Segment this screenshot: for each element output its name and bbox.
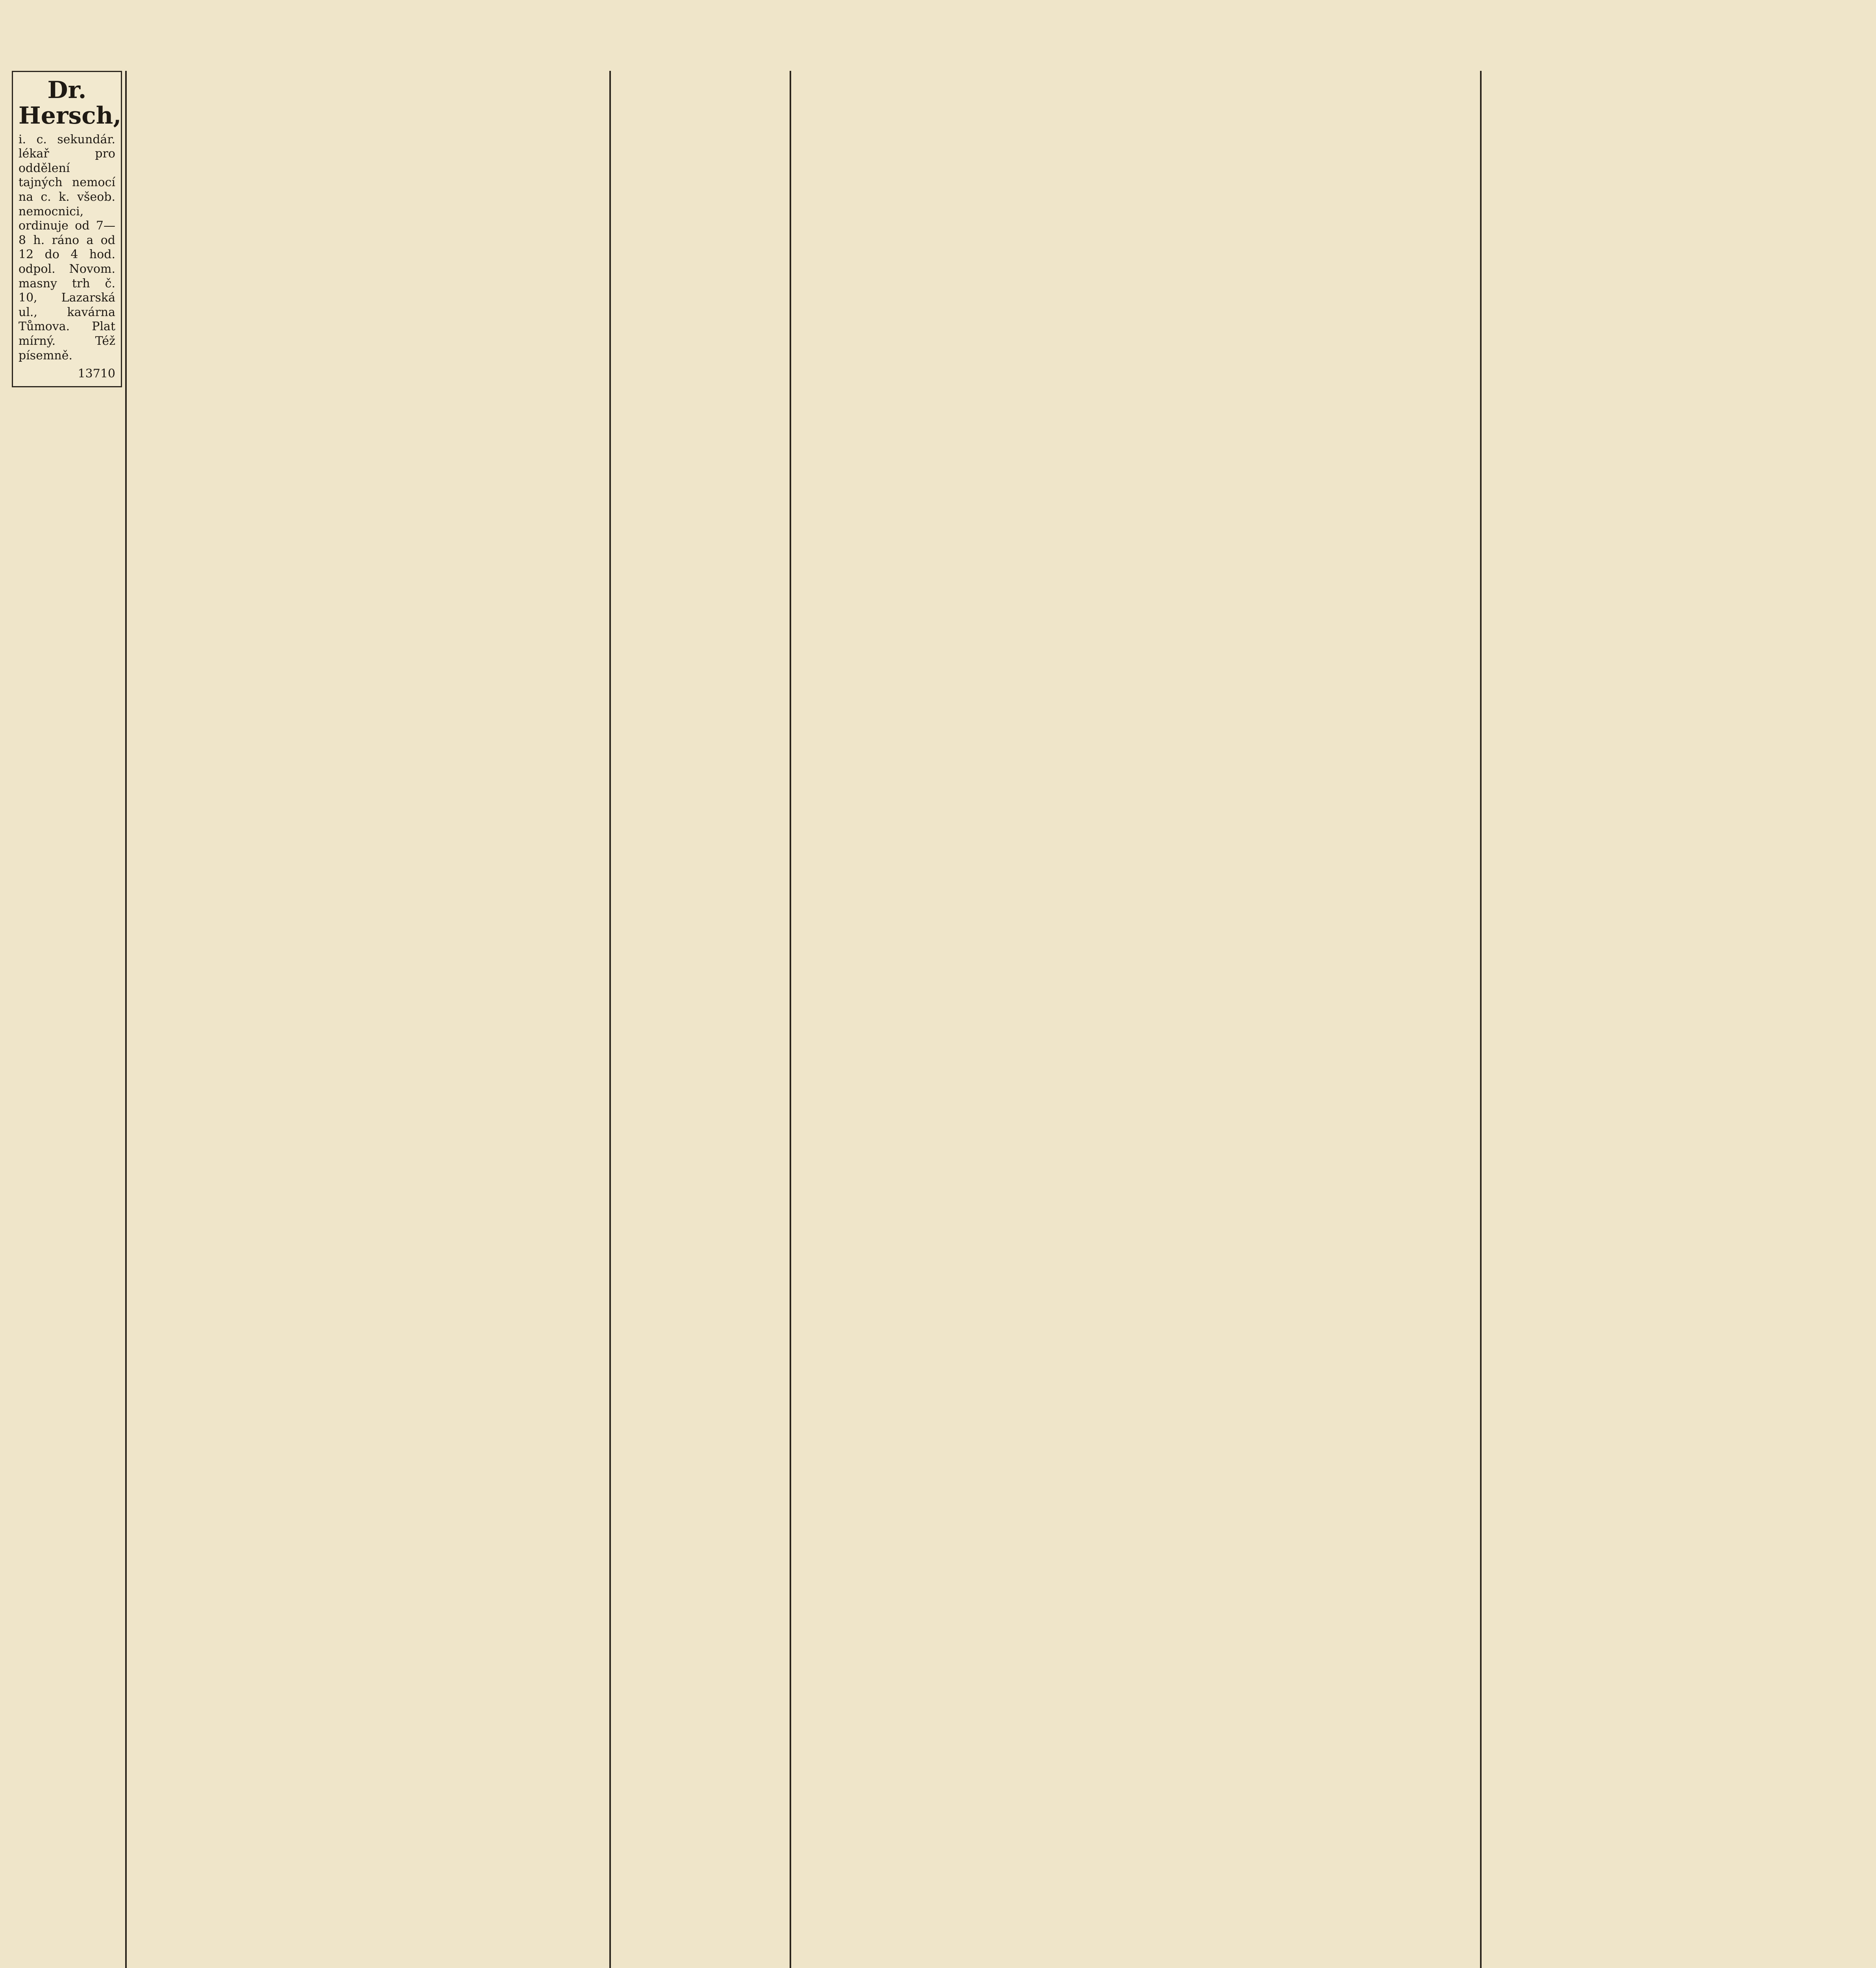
ad-line: všeob. nemocnici, ordinuje — [19, 190, 115, 233]
ad-line: od 7—8 h. ráno a od 12 — [19, 219, 115, 262]
ad-number: 13710 — [78, 367, 115, 381]
ad-line: mírný. Též písemně. — [19, 334, 115, 363]
column-1-real-content — [12, 71, 122, 1968]
ad-line: tajných nemocí na c. k. — [19, 176, 115, 204]
ad-line: i. c. sekundár. lékař pro oddělení — [19, 132, 115, 175]
column-rule — [609, 71, 611, 1968]
column-rule — [125, 71, 127, 1968]
ad-body — [19, 133, 115, 363]
ad-hersch — [12, 71, 122, 387]
column-rule — [790, 71, 791, 1968]
ad-title: Dr. Hersch, — [19, 76, 122, 129]
ad-line: masny trh č. 10, Lazarská — [19, 276, 115, 305]
ad-line: do 4 hod. odpol. Novom. — [19, 248, 115, 276]
ad-line: ul., kavárna Tůmova. Plat — [19, 305, 115, 334]
column-rule — [1480, 71, 1482, 1968]
